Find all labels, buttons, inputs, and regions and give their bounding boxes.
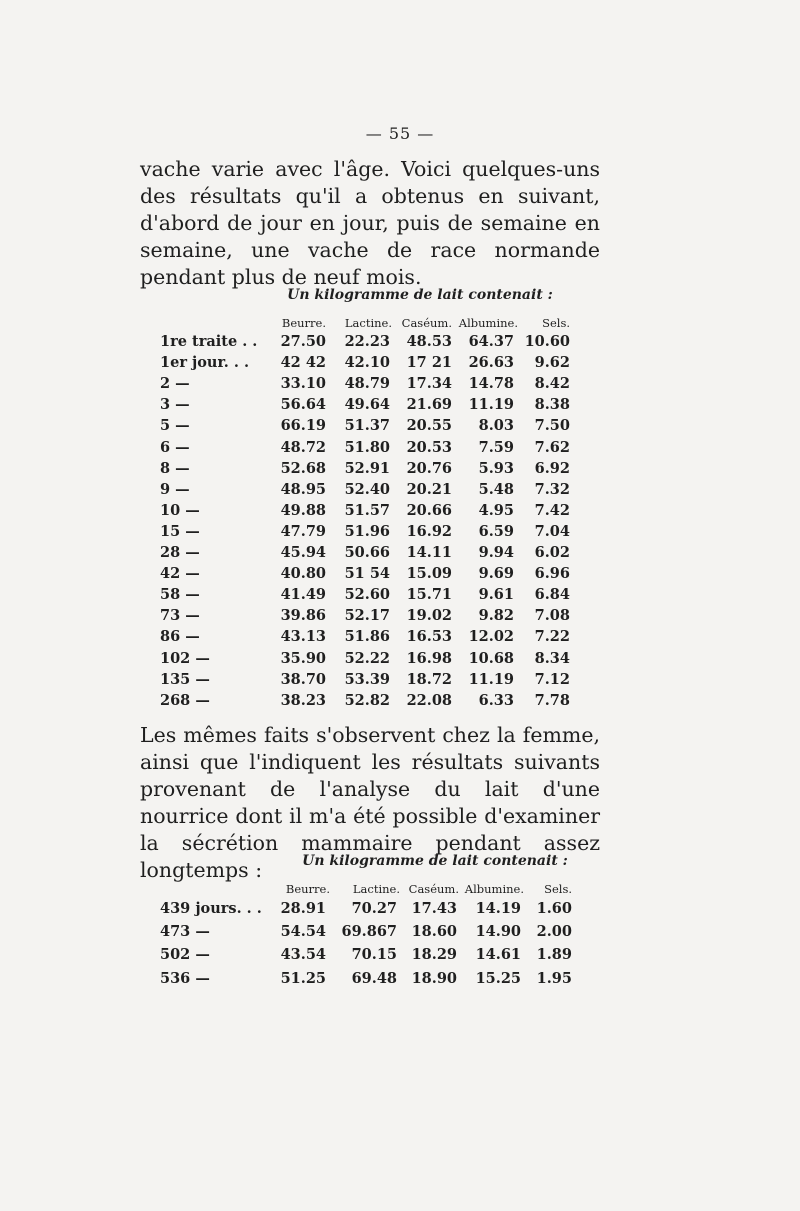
table-cell: 16.53 — [406, 628, 452, 646]
table-cell: 9.61 — [478, 586, 514, 604]
table-row — [0, 395, 800, 415]
table-cell: 52.22 — [344, 649, 390, 667]
table-cell: 5.93 — [478, 459, 514, 477]
table-cell: 38.23 — [280, 691, 326, 709]
table-cell: 9.94 — [478, 544, 514, 561]
table-cell: 1.95 — [536, 969, 572, 987]
table-cell: 49.64 — [344, 396, 390, 414]
table-cell: 14.90 — [475, 923, 521, 941]
table-cell: 9.62 — [534, 354, 570, 372]
table-cell: 9.69 — [478, 565, 514, 583]
row-label: 15 — — [160, 522, 200, 540]
table-cell: 48.72 — [280, 438, 326, 456]
table-cell: 6.96 — [534, 565, 570, 583]
table-cell: 52.40 — [344, 480, 390, 498]
table-cell: 51.37 — [344, 417, 390, 435]
table-row — [0, 501, 800, 521]
table-row — [0, 627, 800, 647]
row-label: 10 — — [160, 501, 200, 519]
table-cell: 52.82 — [344, 691, 390, 709]
table-row — [0, 945, 800, 965]
table-cell: 6.02 — [534, 544, 570, 561]
table-cell: 28.91 — [280, 900, 326, 917]
row-label: 3 — — [160, 396, 190, 414]
table-cell: 42 42 — [280, 354, 326, 372]
table-cell: 7.62 — [534, 438, 570, 456]
table-cell: 7.22 — [534, 628, 570, 646]
table-cell: 20.66 — [406, 501, 452, 519]
row-label: 1er jour. . . — [160, 354, 250, 372]
table-cell: 16.98 — [406, 649, 452, 667]
table-cell: 1.89 — [536, 946, 572, 964]
table-cell: 70.27 — [351, 900, 397, 917]
column-header: Albumine. — [464, 882, 524, 896]
table-cell: 20.53 — [406, 438, 452, 456]
table-cell: 40.80 — [280, 565, 326, 583]
table-cell: 26.63 — [468, 354, 514, 372]
table-cell: 53.39 — [344, 670, 390, 688]
table-cell: 7.12 — [534, 670, 570, 688]
table-cell: 27.50 — [280, 333, 326, 350]
table-cell: 19.02 — [406, 607, 452, 625]
table-cell: 21.69 — [406, 396, 452, 414]
table-2-caption: Un kilogramme de lait contenait : — [302, 853, 568, 869]
column-header: Lactine. — [352, 882, 400, 896]
row-label: 102 — — [160, 649, 210, 667]
table-cell: 69.867 — [341, 923, 397, 941]
row-label: 439 jours. . . — [160, 900, 262, 917]
table-cell: 8.42 — [534, 375, 570, 393]
table-cell: 54.54 — [280, 923, 326, 941]
table-cell: 2.00 — [536, 923, 572, 941]
table-cell: 22.23 — [344, 333, 390, 350]
table-cell: 8.38 — [534, 396, 570, 414]
table-cell: 18.29 — [411, 946, 457, 964]
table-cell: 41.49 — [280, 586, 326, 604]
table-cell: 14.78 — [468, 375, 514, 393]
table-cell: 51.86 — [344, 628, 390, 646]
row-label: 502 — — [160, 946, 210, 964]
table-cell: 6.92 — [534, 459, 570, 477]
row-label: 6 — — [160, 438, 190, 456]
column-header: Sels. — [544, 882, 572, 896]
row-label: 8 — — [160, 459, 190, 477]
table-row — [0, 969, 800, 989]
table-cell: 52.60 — [344, 586, 390, 604]
table-row — [0, 543, 800, 563]
table-cell: 16.92 — [406, 522, 452, 540]
table-cell: 6.33 — [478, 691, 514, 709]
table-cell: 52.91 — [344, 459, 390, 477]
table-cell: 7.78 — [534, 691, 570, 709]
table-cell: 7.50 — [534, 417, 570, 435]
column-header: Sels. — [542, 316, 570, 330]
table-cell: 50.66 — [344, 544, 390, 561]
table-row — [0, 899, 800, 919]
row-label: 42 — — [160, 565, 200, 583]
table-cell: 20.21 — [406, 480, 452, 498]
table-cell: 11.19 — [468, 670, 514, 688]
table-cell: 47.79 — [280, 522, 326, 540]
table-row — [0, 606, 800, 626]
table-row — [0, 416, 800, 436]
table-cell: 17.34 — [406, 375, 452, 393]
table-cell: 35.90 — [280, 649, 326, 667]
table-cell: 11.19 — [468, 396, 514, 414]
column-header: Lactine. — [344, 316, 392, 330]
table-cell: 52.17 — [344, 607, 390, 625]
table-cell: 48.95 — [280, 480, 326, 498]
table-row — [0, 564, 800, 584]
table-cell: 15.09 — [406, 565, 452, 583]
table-cell: 7.59 — [478, 438, 514, 456]
table-cell: 14.11 — [406, 544, 452, 561]
row-label: 1re traite . . — [160, 333, 258, 350]
table-cell: 10.68 — [468, 649, 514, 667]
table-cell: 20.55 — [406, 417, 452, 435]
table-cell: 48.53 — [406, 333, 452, 350]
row-label: 268 — — [160, 691, 210, 709]
table-cell: 22.08 — [406, 691, 452, 709]
row-label: 58 — — [160, 586, 200, 604]
table-cell: 20.76 — [406, 459, 452, 477]
table-cell: 8.03 — [478, 417, 514, 435]
table-cell: 56.64 — [280, 396, 326, 414]
table-cell: 17 21 — [406, 354, 452, 372]
table-cell: 9.82 — [478, 607, 514, 625]
table-cell: 7.04 — [534, 522, 570, 540]
table-cell: 70.15 — [351, 946, 397, 964]
row-label: 73 — — [160, 607, 200, 625]
table-cell: 6.84 — [534, 586, 570, 604]
table-row — [0, 480, 800, 500]
table-row — [0, 522, 800, 542]
table-row — [0, 922, 800, 942]
table-cell: 51.96 — [344, 522, 390, 540]
table-cell: 5.48 — [478, 480, 514, 498]
column-header: Beurre. — [285, 882, 330, 896]
page-number: — 55 — — [365, 124, 435, 143]
table-cell: 1.60 — [536, 900, 572, 917]
table-row — [0, 332, 800, 352]
table-cell: 64.37 — [468, 333, 514, 350]
row-label: 473 — — [160, 923, 210, 941]
table-cell: 4.95 — [478, 501, 514, 519]
table-cell: 10.60 — [524, 333, 570, 350]
table-cell: 14.61 — [475, 946, 521, 964]
table-cell: 38.70 — [280, 670, 326, 688]
row-label: 28 — — [160, 544, 200, 561]
table-cell: 33.10 — [280, 375, 326, 393]
row-label: 86 — — [160, 628, 200, 646]
row-label: 9 — — [160, 480, 190, 498]
table-row — [0, 374, 800, 394]
table-cell: 7.42 — [534, 501, 570, 519]
table-cell: 43.13 — [280, 628, 326, 646]
table-row — [0, 459, 800, 479]
table-row — [0, 670, 800, 690]
table-row — [0, 438, 800, 458]
table-cell: 14.19 — [475, 900, 521, 917]
table-1-caption: Un kilogramme de lait contenait : — [287, 287, 553, 303]
table-cell: 6.59 — [478, 522, 514, 540]
table-cell: 45.94 — [280, 544, 326, 561]
table-row — [0, 649, 800, 669]
column-header: Beurre. — [281, 316, 326, 330]
table-cell: 51.80 — [344, 438, 390, 456]
row-label: 5 — — [160, 417, 190, 435]
column-header: Albumine. — [458, 316, 518, 330]
table-row — [0, 585, 800, 605]
table-cell: 39.86 — [280, 607, 326, 625]
table-cell: 48.79 — [344, 375, 390, 393]
table-cell: 7.32 — [534, 480, 570, 498]
row-label: 135 — — [160, 670, 210, 688]
table-cell: 7.08 — [534, 607, 570, 625]
table-cell: 42.10 — [344, 354, 390, 372]
column-header: Caséum. — [401, 316, 452, 330]
table-cell: 12.02 — [468, 628, 514, 646]
table-cell: 18.90 — [411, 969, 457, 987]
table-cell: 49.88 — [280, 501, 326, 519]
column-header: Caséum. — [408, 882, 459, 896]
table-cell: 15.71 — [406, 586, 452, 604]
table-cell: 18.60 — [411, 923, 457, 941]
table-cell: 51.25 — [280, 969, 326, 987]
table-cell: 15.25 — [475, 969, 521, 987]
table-row — [0, 353, 800, 373]
paragraph-2: Les mêmes faits s'observent chez la femme, ainsi que l'indiquent les résultats suivants provenant de l'analyse du lait d'une nourrice dont il m'a été possible d'examiner la sécrétion mammaire pendant assez longtemps : — [140, 723, 600, 882]
table-1-header — [0, 313, 800, 333]
table-cell: 69.48 — [351, 969, 397, 987]
table-cell: 52.68 — [280, 459, 326, 477]
table-cell: 17.43 — [411, 900, 457, 917]
paragraph-1: vache varie avec l'âge. Voici quelques-uns des résultats qu'il a obtenus en suivant, d'abord de jour en jour, puis de semaine en semaine, une vache de race normande pendant plus de neuf mois. — [140, 157, 600, 289]
table-cell: 43.54 — [280, 946, 326, 964]
row-label: 2 — — [160, 375, 190, 393]
table-cell: 51.57 — [344, 501, 390, 519]
table-cell: 51 54 — [344, 565, 390, 583]
row-label: 536 — — [160, 969, 210, 987]
table-2-header — [0, 879, 800, 899]
table-cell: 18.72 — [406, 670, 452, 688]
table-cell: 8.34 — [534, 649, 570, 667]
table-row — [0, 691, 800, 711]
table-cell: 66.19 — [280, 417, 326, 435]
